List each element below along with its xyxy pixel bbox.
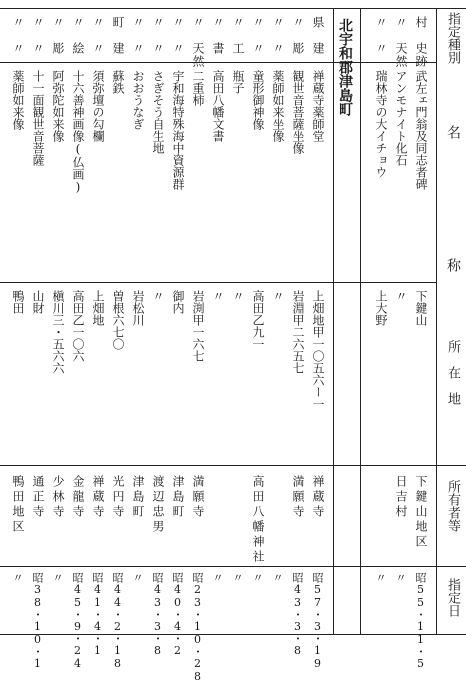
record-location: 槇川三・五六六 [51, 290, 65, 374]
record-owner: 津島町 [171, 475, 185, 520]
record-date: 昭43・3・8 [151, 572, 164, 657]
record-name: 童形御神像 [251, 70, 265, 130]
record-date: 〃 [131, 572, 144, 583]
record-type: 〃 工 [231, 16, 245, 55]
record-type: 〃 〃 [374, 16, 388, 55]
header-location: 所 在 地 [445, 340, 460, 405]
record-name: アンモナイト化石 [394, 70, 408, 166]
record-name: 十一面観世音菩薩 [31, 70, 45, 166]
record-owner: 満願寺 [291, 475, 305, 520]
record-name: 蘇鉄 [111, 70, 125, 94]
record-location: 〃 [394, 290, 408, 302]
record-name: おおうなぎ [131, 70, 145, 130]
record-location: 高田乙九一 [251, 290, 265, 350]
record-owner: 禅蔵寺 [311, 475, 325, 520]
record-owner: 下鍵山地区 [414, 475, 428, 550]
record-location: 上大野 [374, 290, 388, 326]
section-left-rule [333, 8, 334, 634]
record-date: 昭45・9・24 [71, 572, 84, 670]
record-type: 〃 天然 [191, 16, 205, 68]
record-date: 〃 [51, 572, 64, 583]
record-location: 〃 [271, 290, 285, 302]
header-name-1: 名 [445, 125, 461, 139]
record-date: 〃 [271, 572, 284, 583]
record-location: 上畑地 [91, 290, 105, 326]
record-location: 曽根六七〇 [111, 290, 125, 350]
record-location: 上畑地甲一〇五六ー一 [311, 290, 325, 410]
name-loc-rule [0, 282, 436, 283]
section-right-rule [360, 8, 361, 634]
record-type: 〃 〃 [271, 16, 285, 55]
record-date: 〃 [231, 572, 244, 583]
record-owner: 津島町 [131, 475, 145, 520]
record-type: 県 建 [311, 16, 325, 55]
record-name: 瑞林寺の大イチョウ [374, 70, 388, 178]
record-date: 〃 [211, 572, 224, 583]
record-name: さぎそう自生地 [151, 70, 165, 154]
header-rule [0, 62, 436, 63]
record-date: 昭41・4・1 [91, 572, 104, 657]
record-date: 昭43・3・8 [291, 572, 304, 657]
record-owner: 渡辺忠男 [151, 475, 165, 535]
record-type: 〃 〃 [171, 16, 185, 55]
record-type: 〃 〃 [151, 16, 165, 55]
record-location: 下鍵山 [414, 290, 428, 326]
record-name: 薬師如来坐像 [271, 70, 285, 142]
bottom-rule [0, 634, 466, 635]
record-name: 十六善神画像(仏画) [71, 70, 85, 194]
record-owner: 通正寺 [31, 475, 45, 520]
record-name: 須弥壇の勾欄 [91, 70, 105, 142]
record-owner: 少林寺 [51, 475, 65, 520]
record-name: 宇和海特殊海中資源群 [171, 70, 185, 190]
record-owner: 満願寺 [191, 475, 205, 520]
record-type: 〃 書 [211, 16, 225, 55]
header-name-2: 称 [445, 258, 461, 272]
record-name: 阿弥陀如来像 [51, 70, 65, 142]
header-type: 指定種別 [445, 12, 460, 64]
record-name: 二重柿 [191, 70, 205, 106]
record-location: 山財 [31, 290, 45, 314]
record-owner: 光円寺 [111, 475, 125, 520]
record-location: 鴨田 [11, 290, 25, 314]
record-location: 〃 [151, 290, 165, 302]
record-type: 〃 彫 [291, 16, 305, 55]
record-location: 御内 [171, 290, 185, 314]
record-date: 〃 [374, 572, 387, 583]
record-type: 〃 彫 [51, 16, 65, 55]
record-date: 昭40・4・2 [171, 572, 184, 657]
record-location: 岩淵甲二六五七 [291, 290, 305, 374]
record-date: 昭57・3・19 [311, 572, 324, 670]
header-date: 指定日 [445, 578, 460, 617]
record-type: 町 建 [111, 16, 125, 55]
record-date: 昭23・10・28 [191, 572, 204, 683]
record-location: 岩松川 [131, 290, 145, 326]
section-title: 北宇和郡津島町 [337, 18, 353, 116]
header-owner: 所有者等 [445, 480, 460, 532]
record-name: 瓶子 [231, 70, 245, 94]
owner-date-rule [0, 566, 466, 567]
record-type: 〃 〃 [11, 16, 25, 55]
record-date: 昭44・2・18 [111, 572, 124, 670]
header-col-rule [436, 8, 437, 634]
record-name: 高田八幡文書 [211, 70, 225, 142]
record-owner: 高田八幡神社 [251, 475, 265, 565]
record-location: 〃 [211, 290, 225, 302]
record-location: 高田乙一〇六 [71, 290, 85, 362]
record-type: 〃 〃 [31, 16, 45, 55]
record-location: 〃 [231, 290, 245, 302]
top-rule [0, 8, 466, 9]
record-owner: 鴨田地区 [11, 475, 25, 535]
loc-owner-rule [0, 465, 466, 466]
record-owner: 金龍寺 [71, 475, 85, 520]
record-owner: 日吉村 [394, 475, 408, 520]
record-type: 〃 〃 [131, 16, 145, 55]
record-type: 〃 天然 [394, 16, 408, 68]
record-name: 禅蔵寺薬師堂 [311, 70, 325, 142]
record-name: 観世音菩薩坐像 [291, 70, 305, 154]
record-type: 村 史跡 [414, 16, 428, 68]
record-type: 〃 絵 [71, 16, 85, 55]
record-location: 岩渕甲一六七 [191, 290, 205, 362]
record-date: 昭55・11・5 [414, 572, 427, 670]
record-date: 〃 [11, 572, 24, 583]
record-type: 〃 〃 [91, 16, 105, 55]
record-date: 〃 [394, 572, 407, 583]
record-owner: 禅蔵寺 [91, 475, 105, 520]
record-name: 薬師如来像 [11, 70, 25, 130]
record-date: 昭38・10・1 [31, 572, 44, 670]
record-name: 武左ェ門翁及同志者碑 [414, 70, 428, 190]
record-date: 〃 [251, 572, 264, 583]
record-type: 〃 〃 [251, 16, 265, 55]
